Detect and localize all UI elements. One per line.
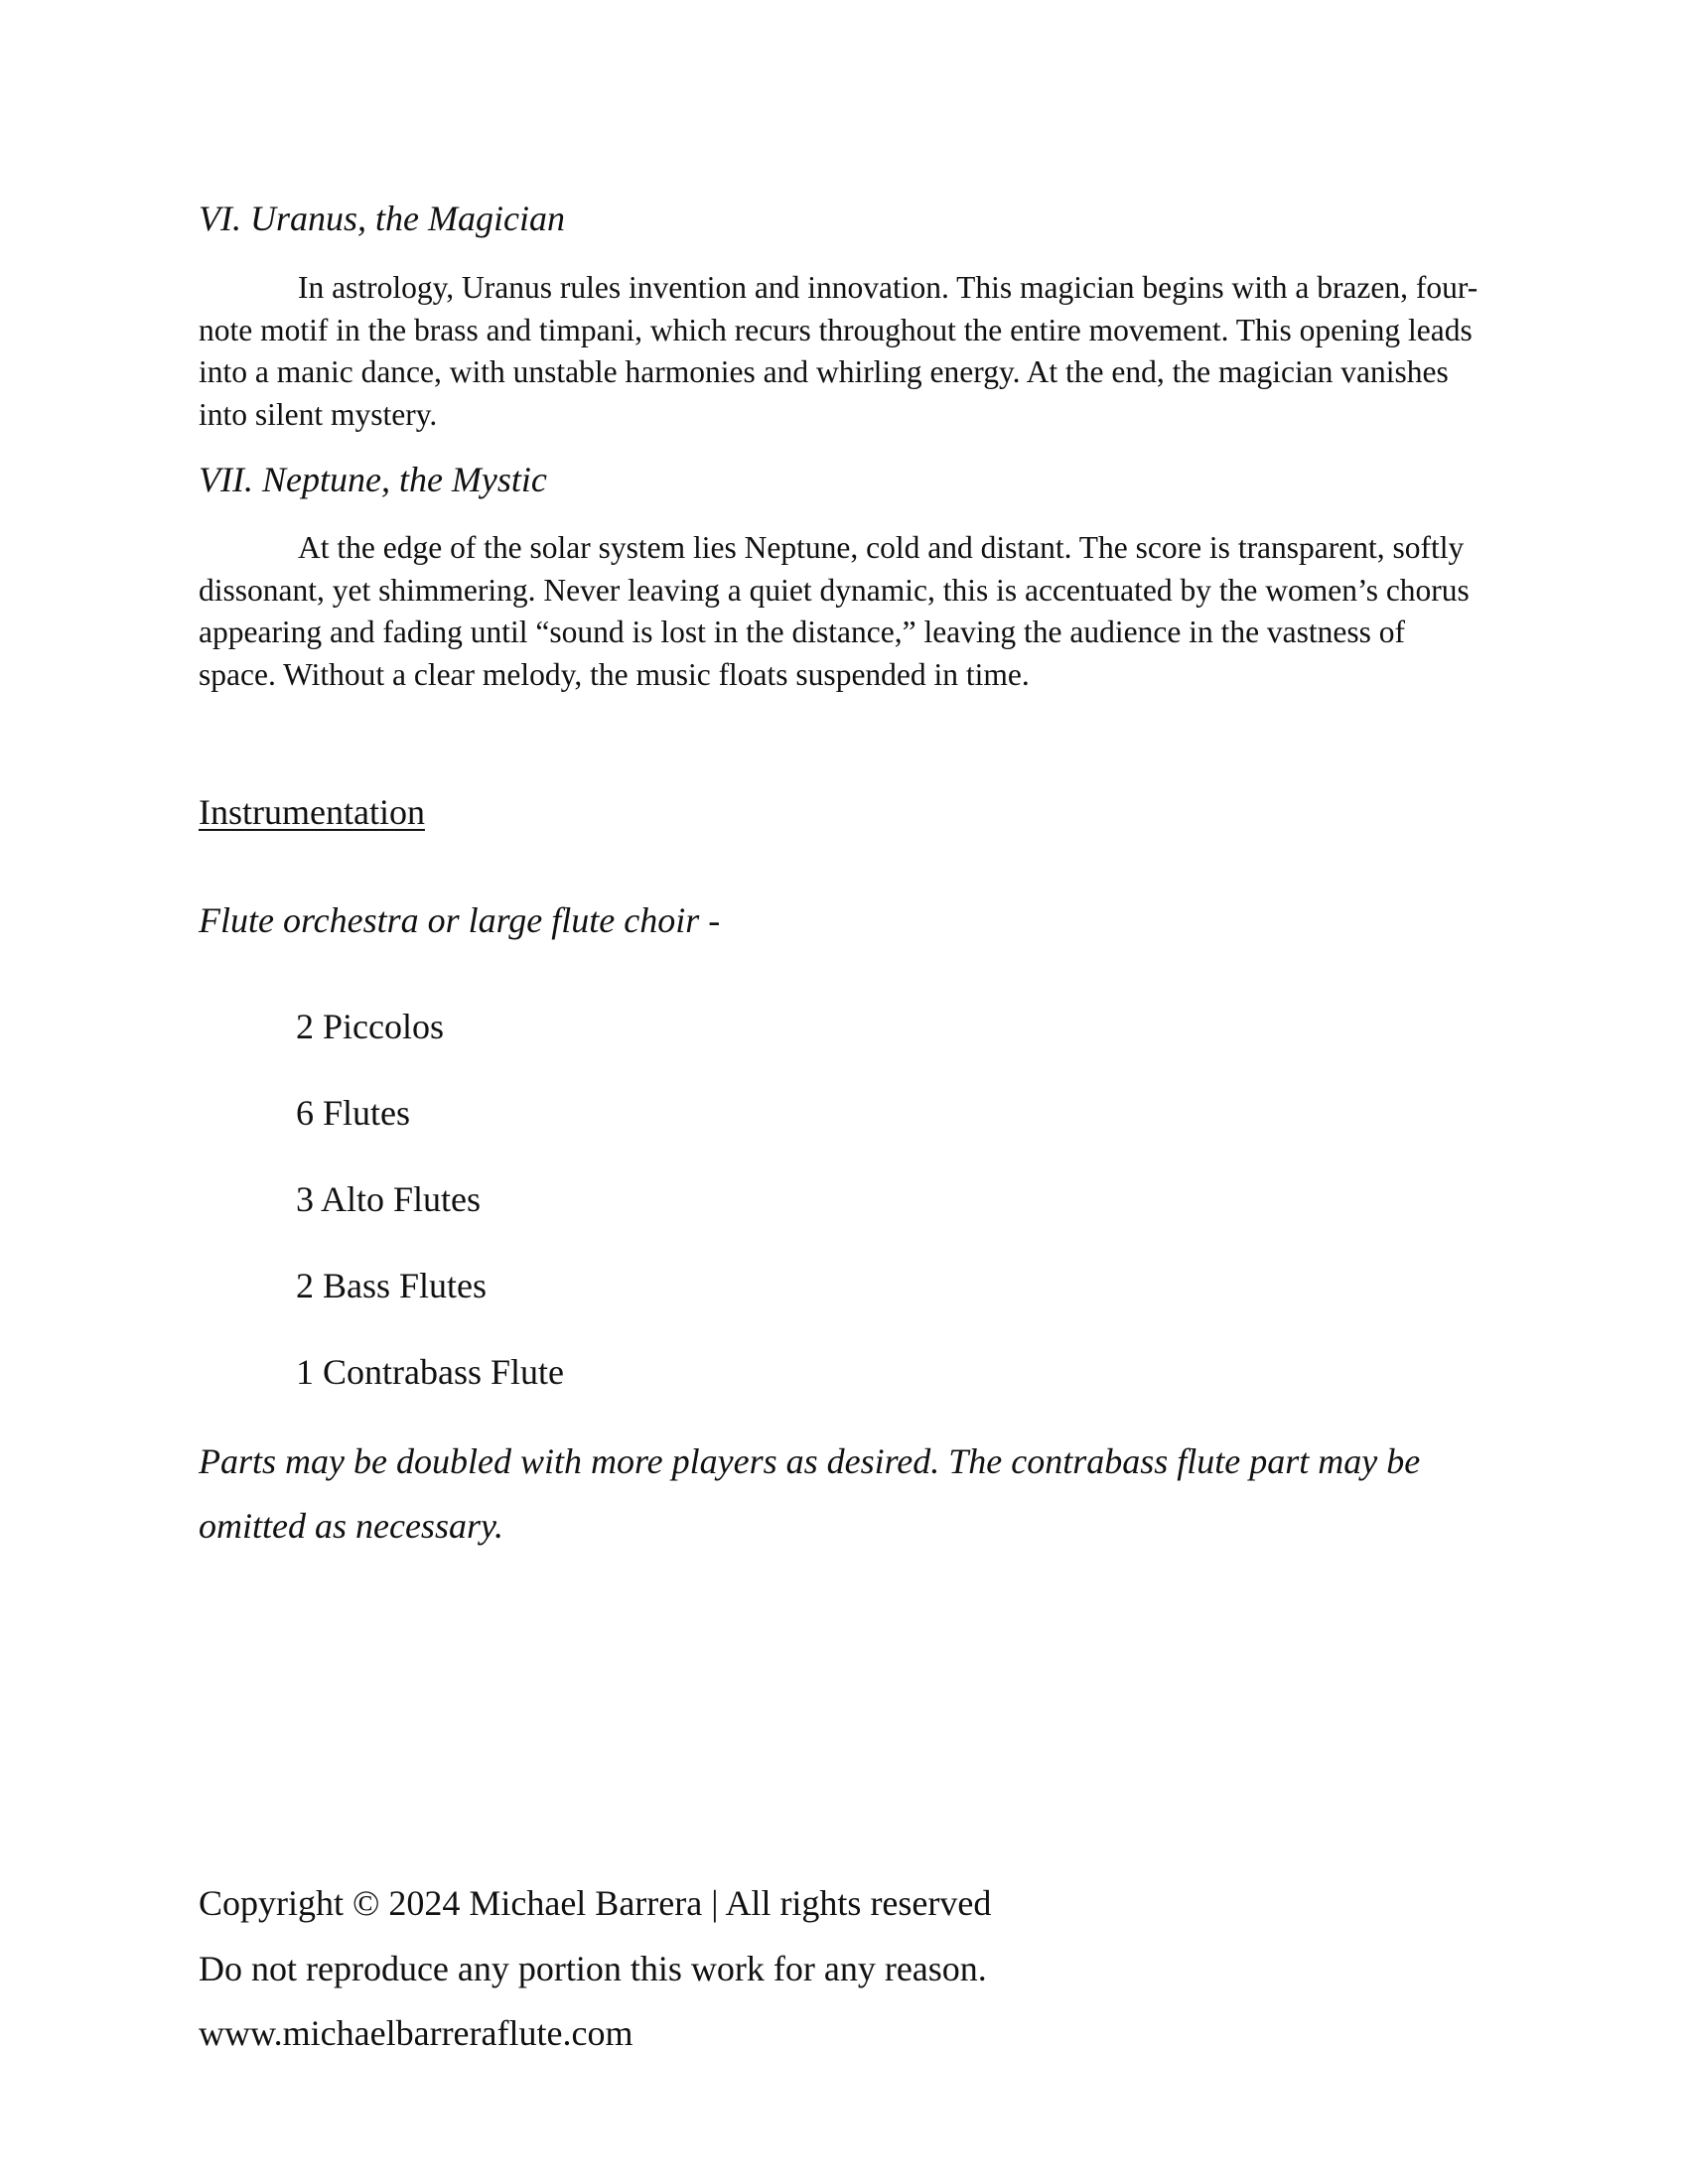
copyright-line: Copyright © 2024 Michael Barrera | All rights reserved: [199, 1883, 992, 1923]
movement-heading-uranus: VI. Uranus, the Magician: [199, 199, 565, 238]
reproduction-notice: Do not reproduce any portion this work for any reason.: [199, 1949, 987, 1988]
movement-description-uranus: In astrology, Uranus rules invention and innovation. This magician begins with a brazen, four-note motif in the brass and timpani, which recurs throughout the entire movement. This opening leads into a manic dance, with unstable harmonies and whirling energy. At the end, the magician vanishes into silent mystery.: [199, 270, 1478, 432]
instrument-list: [296, 1005, 564, 1436]
instrument-item: 3 Alto Flutes: [296, 1179, 482, 1219]
website-link[interactable]: www.michaelbarreraflute.com: [199, 2013, 633, 2053]
movement-heading-neptune: VII. Neptune, the Mystic: [199, 460, 547, 499]
instrument-item: 1 Contrabass Flute: [296, 1352, 564, 1392]
instrumentation-intro: Flute orchestra or large flute choir -: [199, 900, 721, 940]
instrumentation-note: Parts may be doubled with more players as desired. The contrabass flute part may be omitted as necessary.: [199, 1441, 1421, 1546]
instrument-item: 2 Bass Flutes: [296, 1266, 488, 1305]
movement-description-neptune: At the edge of the solar system lies Neptune, cold and distant. The score is transparent, softly dissonant, yet shimmering. Never leaving a quiet dynamic, this is accentuated by the women’s chorus appearing and fading until “sound is lost in the distance,” leaving the audience in the vastness of space. Without a clear melody, the music floats suspended in time.: [199, 530, 1470, 692]
instrument-item: 6 Flutes: [296, 1093, 411, 1133]
instrumentation-title: Instrumentation: [199, 792, 425, 832]
instrument-item: 2 Piccolos: [296, 1007, 444, 1046]
